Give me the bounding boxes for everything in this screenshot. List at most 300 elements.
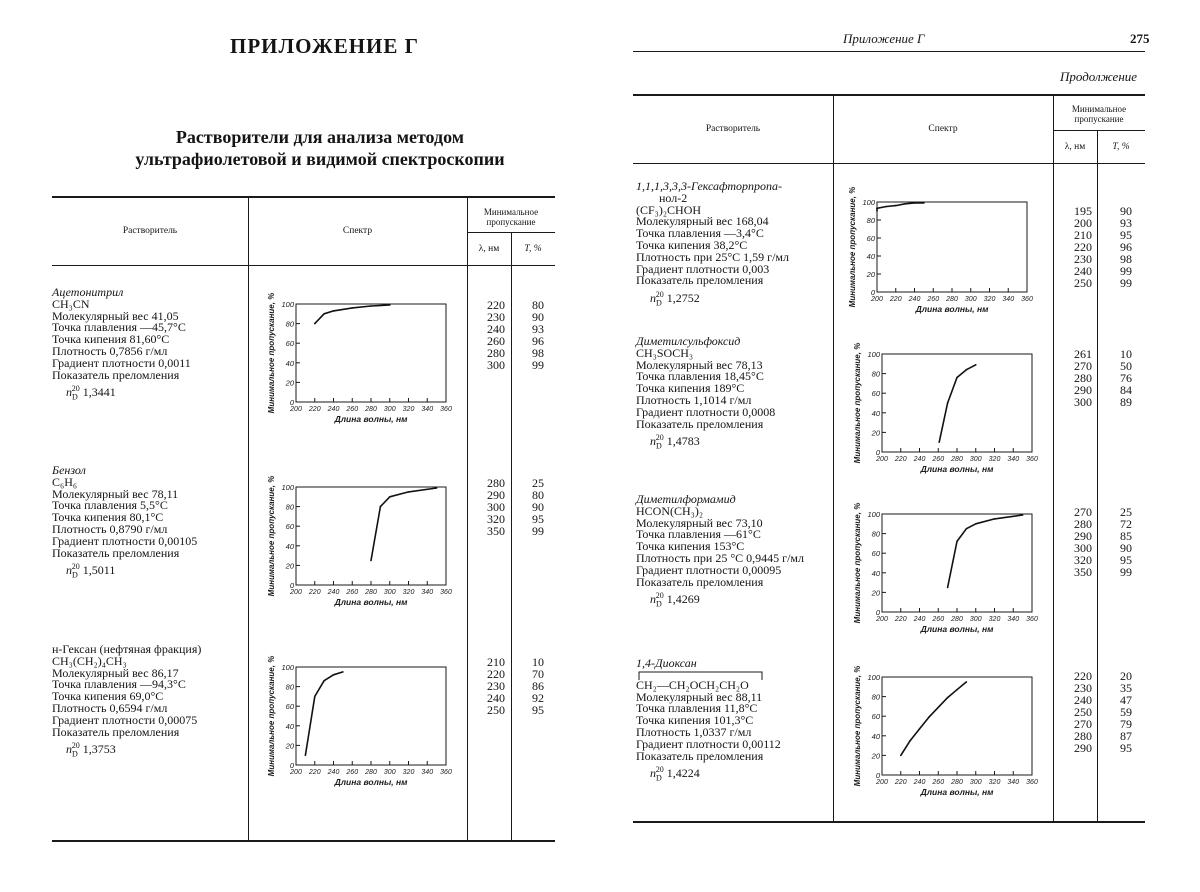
x-tick-label: 360 [1026, 616, 1038, 623]
y-tick-label: 100 [281, 300, 294, 309]
x-tick-label: 260 [346, 589, 359, 596]
solvent-name: Ацетонитрил [52, 285, 124, 299]
solvent-property: Точка кипения 80,1°C [52, 510, 164, 525]
refractive-index: $n_D^{20}$ 1,3753 [66, 741, 116, 759]
solvent-property: Точка плавления 5,5°C [52, 498, 168, 513]
t-values: 25 72 85 90 95 99 [1120, 505, 1132, 579]
lambda-values: 220 230 240 250 270 280 290 [1074, 669, 1092, 755]
transmission-curve [939, 365, 976, 442]
x-tick-label: 320 [988, 456, 1001, 463]
solvent-property: Градиент плотности 0,0008 [636, 404, 776, 419]
solvent-property: Плотность при 25 °C 0,9445 г/мл [636, 550, 804, 565]
x-tick-label: 220 [894, 779, 907, 786]
y-tick-label: 40 [871, 731, 880, 741]
data-point [876, 208, 878, 210]
data-point [956, 689, 958, 691]
x-tick-label: 340 [1002, 296, 1015, 303]
transmission-chart [264, 465, 464, 613]
y-tick-label: 40 [285, 541, 294, 551]
y-axis-label: Минимальное пропускание, % [853, 665, 862, 787]
column-divider [248, 196, 249, 840]
appendix-title: ПРИЛОЖЕНИЕ Г [230, 34, 420, 58]
y-tick-label: 60 [285, 702, 294, 712]
x-tick-label: 220 [308, 589, 321, 596]
x-tick-label: 320 [988, 779, 1001, 786]
data-point [389, 304, 391, 306]
y-tick-label: 20 [871, 751, 880, 761]
data-point [1022, 514, 1024, 516]
data-point [966, 528, 968, 530]
x-tick-label: 240 [913, 456, 926, 463]
x-axis-label: Длина волны, нм [334, 597, 408, 607]
data-point [314, 696, 316, 698]
data-point [352, 307, 354, 309]
y-tick-label: 80 [871, 692, 880, 702]
x-tick-label: 360 [440, 589, 452, 596]
y-tick-label: 60 [866, 234, 875, 243]
x-tick-label: 340 [1007, 616, 1020, 623]
column-header-solvent: Растворитель [705, 124, 761, 134]
x-tick-label: 240 [327, 769, 340, 776]
solvent-property: Плотность 1,1014 г/мл [636, 392, 752, 407]
x-tick-label: 200 [290, 406, 302, 413]
solvent-property: Точка плавления —45,7°C [52, 320, 186, 335]
table-heading [60, 126, 580, 170]
y-tick-label: 60 [871, 712, 880, 722]
solvent-property: Показатель преломления [52, 367, 180, 382]
transmission-chart [850, 332, 1050, 480]
y-tick-label: 20 [285, 741, 294, 751]
y-tick-label: 60 [285, 339, 294, 349]
solvent-entry [52, 644, 201, 761]
x-tick-label: 300 [969, 616, 982, 623]
x-tick-label: 240 [913, 616, 926, 623]
x-tick-label: 280 [946, 296, 958, 303]
data-point [314, 323, 316, 325]
solvent-name: н-Гексан (нефтяная фракция) [52, 642, 202, 656]
lambda-values: 261 270 280 290 300 [1074, 347, 1092, 409]
solvent-property: Показатель преломления [52, 724, 180, 739]
x-tick-label: 360 [440, 769, 452, 776]
transmission-curve [877, 203, 924, 211]
chart-frame [882, 514, 1032, 612]
x-tick-label: 200 [290, 769, 302, 776]
solvent-property: Градиент плотности 0,0011 [52, 355, 191, 370]
solvent-property: Молекулярный вес 86,17 [52, 665, 179, 680]
solvent-property: Точка кипения 153°C [636, 539, 745, 554]
x-tick-label: 260 [932, 456, 945, 463]
x-tick-label: 300 [969, 779, 982, 786]
solvent-property: Точка плавления —94,3°C [52, 677, 186, 692]
right-page [600, 0, 1200, 892]
solvent-entry [636, 336, 775, 453]
data-point [994, 518, 996, 520]
table-top-rule [52, 196, 555, 198]
x-tick-label: 220 [889, 296, 902, 303]
refractive-index: $n_D^{20}$ 1,4783 [650, 433, 700, 451]
lambda-values: 280 290 300 320 350 [487, 476, 505, 538]
solvent-property: Точка плавления —61°C [636, 527, 761, 542]
table-bottom-rule [633, 821, 1145, 823]
y-tick-label: 40 [866, 252, 875, 261]
data-point [928, 716, 930, 718]
lambda-values: 270 280 290 300 320 350 [1074, 505, 1092, 579]
page-number: 275 [1130, 31, 1150, 46]
x-tick-label: 300 [383, 769, 396, 776]
min-header-line-2: пропускание [1074, 114, 1124, 124]
solvent-property: Плотность при 25°C 1,59 г/мл [636, 249, 789, 264]
data-point [938, 441, 940, 443]
table-heading-line-2: ультрафиолетовой и видимой спектроскопии [135, 149, 505, 169]
y-tick-label: 80 [866, 216, 875, 225]
lambda-values: 195 200 210 220 230 240 250 [1074, 204, 1092, 290]
data-point [876, 210, 878, 212]
table-heading-line-1: Растворители для анализа методом [175, 127, 465, 147]
data-point [975, 523, 977, 525]
running-head: Приложение Г [843, 31, 925, 46]
solvent-property: Молекулярный вес 78,11 [52, 486, 179, 501]
y-tick-label: 100 [281, 483, 294, 492]
y-tick-label: 60 [871, 389, 880, 399]
data-point [389, 496, 391, 498]
data-point [323, 680, 325, 682]
solvent-entry [636, 658, 781, 785]
x-tick-label: 200 [871, 296, 883, 303]
y-tick-label: 60 [871, 549, 880, 559]
solvent-formula: (CF₃)₂CHOH [636, 202, 702, 217]
x-tick-label: 220 [894, 456, 907, 463]
x-axis-label: Длина волны, нм [334, 777, 408, 787]
solvent-property: Точка кипения 81,60°C [52, 332, 170, 347]
data-point [919, 728, 921, 730]
column-header-t: T, % [1112, 142, 1130, 152]
y-tick-label: 100 [281, 663, 294, 672]
refractive-index: $n_D^{20}$ 1,3441 [66, 384, 116, 402]
x-axis-label: Длина волны, нм [920, 464, 994, 474]
data-point [909, 740, 911, 742]
solvent-property: Градиент плотности 0,00105 [52, 533, 198, 548]
refractive-index: $n_D^{20}$ 1,5011 [66, 562, 116, 580]
solvent-property: Плотность 1,0337 г/мл [636, 724, 752, 739]
data-point [947, 402, 949, 404]
solvent-property: Плотность 0,6594 г/мл [52, 700, 168, 715]
solvent-entry [636, 494, 804, 611]
y-tick-label: 100 [867, 510, 880, 519]
ring-bracket-line [638, 670, 768, 680]
x-tick-label: 260 [346, 769, 359, 776]
min-header-line-1: Минимальное [483, 207, 539, 217]
solvent-property: Точка кипения 101,3°C [636, 713, 754, 728]
solvent-property: Точка кипения 38,2°C [636, 237, 748, 252]
t-values: 10 70 86 92 95 [532, 655, 544, 717]
transmission-curve [371, 488, 437, 561]
x-tick-label: 320 [988, 616, 1001, 623]
y-tick-label: 20 [871, 588, 880, 598]
solvent-property: Градиент плотности 0,003 [636, 261, 770, 276]
data-point [923, 202, 925, 204]
x-tick-label: 220 [308, 406, 321, 413]
solvent-formula: CH₃SOCH₃ [636, 345, 694, 360]
x-tick-label: 360 [1026, 779, 1038, 786]
y-axis-label: Минимальное пропускание, % [853, 502, 862, 624]
x-tick-label: 280 [951, 456, 963, 463]
data-point [895, 205, 897, 207]
y-tick-label: 0 [875, 448, 880, 457]
x-tick-label: 340 [421, 406, 434, 413]
solvent-formula: C₆H₆ [52, 474, 78, 489]
min-header-line-1: Минимальное [1071, 104, 1127, 114]
x-tick-label: 240 [327, 406, 340, 413]
table-bottom-rule [52, 840, 555, 842]
x-tick-label: 340 [1007, 456, 1020, 463]
transmission-curve [948, 515, 1023, 588]
table-top-rule [633, 94, 1145, 96]
x-tick-label: 280 [951, 616, 963, 623]
x-tick-label: 200 [290, 589, 302, 596]
transmission-curve [901, 682, 967, 756]
x-tick-label: 300 [383, 589, 396, 596]
chart-frame [882, 354, 1032, 452]
x-tick-label: 260 [932, 616, 945, 623]
y-tick-label: 40 [871, 408, 880, 418]
column-header-t: T, % [524, 244, 542, 254]
y-tick-label: 0 [870, 288, 875, 297]
t-values: 25 80 90 95 99 [532, 476, 544, 538]
x-tick-label: 280 [365, 589, 377, 596]
column-header-min-transmission [467, 207, 555, 227]
y-axis-label: Минимальное пропускание, % [848, 186, 857, 308]
x-tick-label: 340 [421, 769, 434, 776]
t-values: 80 90 93 96 98 99 [532, 298, 544, 372]
solvent-property: Молекулярный вес 41,05 [52, 308, 179, 323]
x-tick-label: 200 [876, 456, 888, 463]
solvent-property: Точка кипения 69,0°C [52, 689, 164, 704]
y-tick-label: 20 [285, 378, 294, 388]
y-tick-label: 100 [867, 673, 880, 682]
x-tick-label: 300 [383, 406, 396, 413]
refractive-index: $n_D^{20}$ 1,4269 [650, 591, 700, 609]
solvent-formula: CH₃CN [52, 296, 90, 311]
transmission-chart [850, 492, 1050, 640]
x-tick-label: 360 [1021, 296, 1033, 303]
solvent-name: 1,4-Диоксан [636, 656, 697, 670]
column-divider [833, 94, 834, 821]
x-tick-label: 300 [969, 456, 982, 463]
y-tick-label: 60 [285, 522, 294, 532]
x-axis-label: Длина волны, нм [334, 414, 408, 424]
header-bottom-rule [52, 265, 555, 266]
solvent-property: Показатель преломления [636, 416, 764, 431]
data-point [333, 674, 335, 676]
data-point [947, 587, 949, 589]
y-tick-label: 80 [285, 319, 294, 329]
data-point [904, 203, 906, 205]
chart-frame [296, 487, 446, 585]
x-axis-label: Длина волны, нм [920, 787, 994, 797]
running-head-rule [633, 51, 1145, 52]
column-divider [467, 196, 468, 840]
y-tick-label: 100 [862, 198, 875, 207]
x-tick-label: 260 [932, 779, 945, 786]
data-point [370, 305, 372, 307]
solvent-name: 1,1,1,3,3,3-Гексафторпропа- [636, 179, 782, 193]
data-point [370, 560, 372, 562]
data-point [966, 369, 968, 371]
y-axis-label: Минимальное пропускание, % [267, 475, 276, 597]
continuation-label: Продолжение [1060, 69, 1138, 84]
y-tick-label: 20 [871, 428, 880, 438]
solvent-name: Бензол [52, 463, 86, 477]
column-header-spectrum: Спектр [342, 226, 373, 236]
solvent-property: Точка плавления —3,4°C [636, 226, 764, 241]
x-tick-label: 320 [402, 406, 415, 413]
chart-frame [296, 667, 446, 765]
solvent-property: Показатель преломления [636, 273, 764, 288]
transmission-chart [264, 645, 464, 793]
refractive-index: $n_D^{20}$ 1,4224 [650, 765, 700, 783]
x-axis-label: Длина волны, нм [920, 624, 994, 634]
solvent-entry [636, 181, 789, 309]
column-header-min-transmission [1053, 104, 1145, 124]
solvent-property: Показатель преломления [636, 748, 764, 763]
solvent-property: Молекулярный вес 73,10 [636, 515, 763, 530]
ring-bracket [636, 670, 781, 680]
solvent-formula: CH₃(CH₂)₄CH₃ [52, 653, 127, 668]
y-axis-label: Минимальное пропускание, % [267, 292, 276, 414]
y-axis-label: Минимальное пропускание, % [853, 342, 862, 464]
solvent-property: Градиент плотности 0,00075 [52, 712, 198, 727]
x-tick-label: 320 [402, 589, 415, 596]
y-tick-label: 0 [289, 761, 294, 770]
data-point [436, 487, 438, 489]
x-tick-label: 280 [365, 406, 377, 413]
solvent-property: Плотность 0,7856 г/мл [52, 343, 168, 358]
solvent-property: Градиент плотности 0,00095 [636, 562, 782, 577]
x-tick-label: 320 [983, 296, 996, 303]
lambda-values: 210 220 230 240 250 [487, 655, 505, 717]
transmission-chart [845, 180, 1045, 320]
x-tick-label: 360 [1026, 456, 1038, 463]
data-point [956, 377, 958, 379]
y-tick-label: 0 [289, 398, 294, 407]
x-tick-label: 200 [876, 779, 888, 786]
y-tick-label: 40 [285, 358, 294, 368]
solvent-property: Точка плавления 18,45°C [636, 369, 764, 384]
solvent-name: Диметилформамид [636, 492, 736, 506]
data-point [305, 754, 307, 756]
x-tick-label: 200 [876, 616, 888, 623]
x-tick-label: 220 [308, 769, 321, 776]
data-point [333, 310, 335, 312]
t-values: 10 50 76 84 89 [1120, 347, 1132, 409]
y-tick-label: 80 [871, 529, 880, 539]
data-point [342, 671, 344, 673]
data-point [947, 697, 949, 699]
data-point [914, 202, 916, 204]
solvent-property: Градиент плотности 0,00112 [636, 736, 781, 751]
column-header-lambda: λ, нм [478, 244, 500, 254]
solvent-property: Точка кипения 189°C [636, 381, 745, 396]
x-tick-label: 240 [913, 779, 926, 786]
data-point [323, 313, 325, 315]
transmission-chart [850, 655, 1050, 803]
solvent-formula: HCON(CH₃)₂ [636, 503, 704, 518]
y-axis-label: Минимальное пропускание, % [267, 655, 276, 777]
x-axis-label: Длина волны, нм [915, 304, 989, 314]
solvent-property: Точка плавления 11,8°C [636, 701, 758, 716]
x-tick-label: 340 [1007, 779, 1020, 786]
y-tick-label: 100 [867, 350, 880, 359]
data-point [380, 506, 382, 508]
column-header-solvent: Растворитель [122, 226, 178, 236]
solvent-property: Молекулярный вес 88,11 [636, 689, 763, 704]
y-tick-label: 80 [871, 369, 880, 379]
transmission-curve [305, 672, 343, 755]
y-tick-label: 40 [871, 568, 880, 578]
x-tick-label: 360 [440, 406, 452, 413]
solvent-property: Молекулярный вес 168,04 [636, 214, 769, 229]
column-divider [1053, 94, 1054, 821]
min-subheader-rule [1053, 130, 1145, 131]
y-tick-label: 80 [285, 682, 294, 692]
refractive-index: $n_D^{20}$ 1,2752 [650, 290, 700, 308]
column-header-spectrum: Спектр [928, 124, 958, 134]
solvent-name-continued: нол-2 [650, 190, 688, 205]
solvent-property: Показатель преломления [52, 545, 180, 560]
x-tick-label: 320 [402, 769, 415, 776]
x-tick-label: 240 [327, 589, 340, 596]
column-header-lambda: λ, нм [1064, 142, 1086, 152]
t-values: 20 35 47 59 79 87 95 [1120, 669, 1132, 755]
data-point [956, 541, 958, 543]
transmission-chart [264, 282, 464, 430]
y-tick-label: 0 [289, 581, 294, 590]
y-tick-label: 0 [875, 608, 880, 617]
x-tick-label: 220 [894, 616, 907, 623]
chart-frame [877, 202, 1027, 292]
solvent-name: Диметилсульфоксид [636, 334, 741, 348]
chart-frame [882, 677, 1032, 775]
data-point [408, 491, 410, 493]
y-tick-label: 40 [285, 721, 294, 731]
y-tick-label: 0 [875, 771, 880, 780]
solvent-entry [52, 287, 191, 404]
solvent-property: Молекулярный вес 78,13 [636, 357, 763, 372]
data-point [886, 206, 888, 208]
y-tick-label: 20 [866, 270, 875, 279]
lambda-values: 220 230 240 260 280 300 [487, 298, 505, 372]
solvent-property: Плотность 0,8790 г/мл [52, 521, 168, 536]
solvent-property: Показатель преломления [636, 574, 764, 589]
x-tick-label: 300 [964, 296, 977, 303]
header-bottom-rule [633, 163, 1145, 164]
t-values: 90 93 95 96 98 99 99 [1120, 204, 1132, 290]
x-tick-label: 260 [346, 406, 359, 413]
data-point [900, 755, 902, 757]
y-tick-label: 80 [285, 502, 294, 512]
solvent-entry [52, 465, 197, 582]
x-tick-label: 280 [951, 779, 963, 786]
y-tick-label: 20 [285, 561, 294, 571]
min-header-line-2: пропускание [486, 217, 536, 227]
x-tick-label: 240 [908, 296, 921, 303]
data-point [975, 364, 977, 366]
x-tick-label: 340 [421, 589, 434, 596]
x-tick-label: 280 [365, 769, 377, 776]
data-point [966, 681, 968, 683]
x-tick-label: 260 [927, 296, 940, 303]
solvent-formula: CH₂—CH₂OCH₂CH₂O [636, 677, 749, 692]
